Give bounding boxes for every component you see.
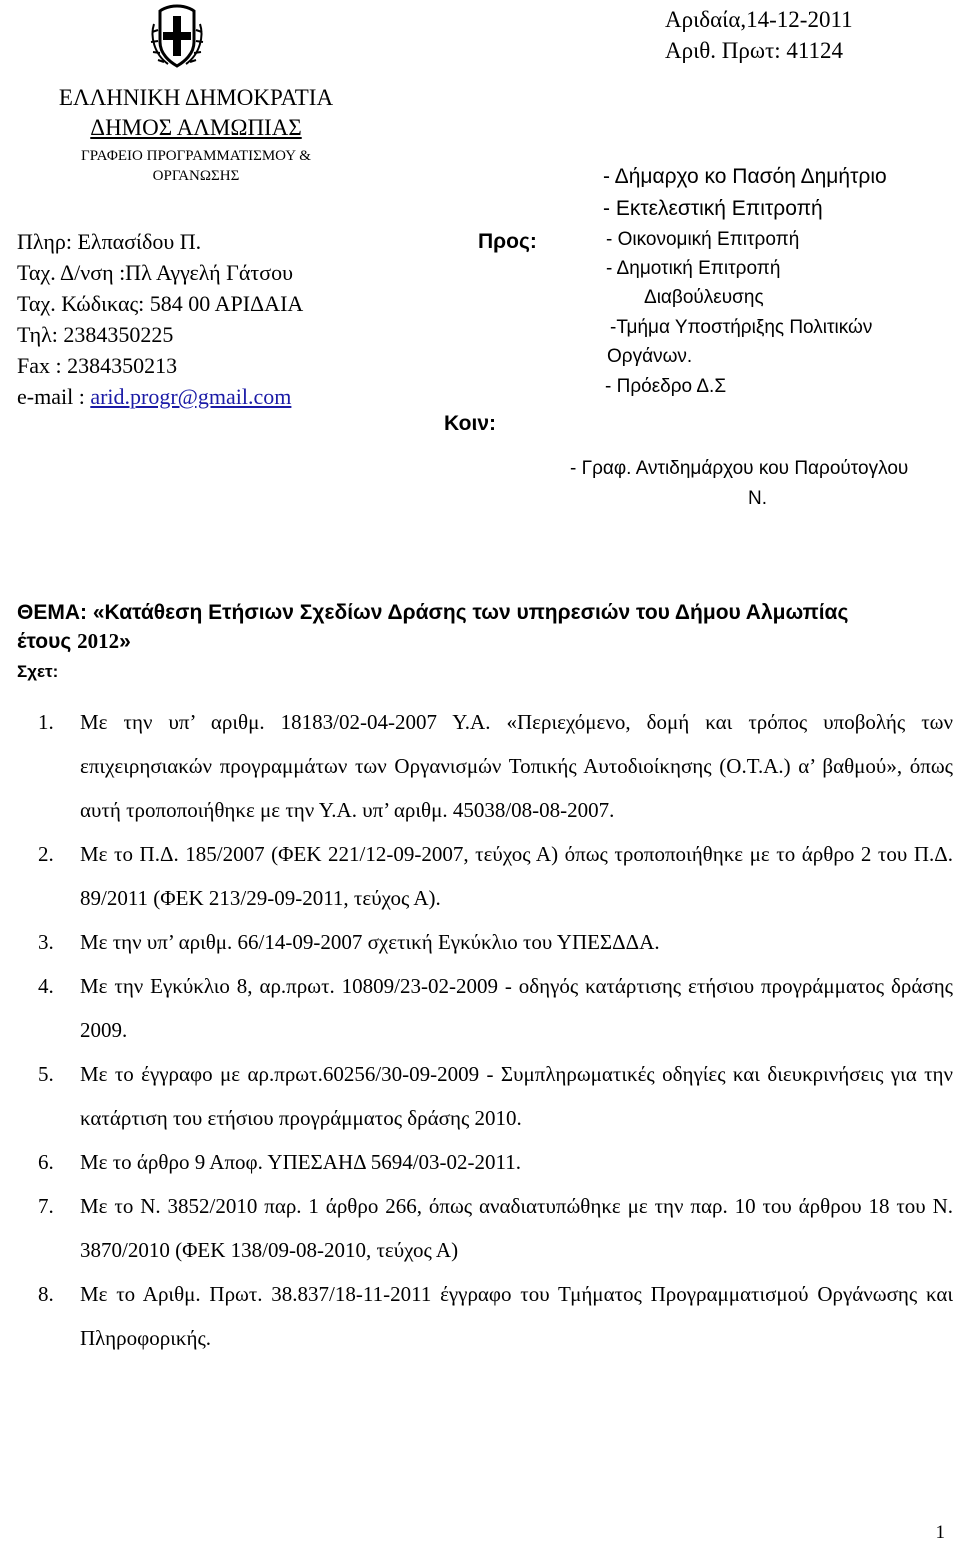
sender-phone: Τηλ: 2384350225: [17, 322, 174, 347]
reference-number: 1.: [38, 710, 54, 734]
reference-item: [38, 964, 953, 1052]
reference-text: Με την υπ’ αριθμ. 18183/02-04-2007 Υ.Α. «Περιεχόμενο, δομή και τρόπος υποβολής των επιχειρησιακών προγραμμάτων των Οργανισμών Τοπικής Αυτοδιοίκησης (Ο.Τ.Α.) α’ βαθμού», όπως αυτή τροποποιήθηκε με την Υ.Α. υπ’ αριθμ. 45038/08-08-2007.: [80, 710, 953, 822]
reference-item: [38, 1272, 953, 1360]
recipient-item: Οργάνων.: [607, 346, 693, 367]
subject-close-quote: »: [119, 630, 131, 653]
subject: [17, 598, 947, 656]
reference-number: 3.: [38, 930, 54, 954]
references-list: [38, 700, 953, 1360]
cc-recipient-item: Ν.: [748, 488, 767, 509]
sender-fax: Fax : 2384350213: [17, 353, 178, 378]
reference-item: [38, 700, 953, 832]
recipient-item: Διαβούλευσης: [644, 287, 764, 308]
recipient-item: - Οικονομική Επιτροπή: [606, 229, 800, 250]
subject-line2: [17, 627, 947, 656]
place-date: Αριδαία,14-12-2011: [665, 7, 853, 32]
email-prefix: e-mail :: [17, 384, 91, 409]
recipient-item: - Πρόεδρο Δ.Σ: [605, 376, 727, 397]
sender-postal-code: Ταχ. Κώδικας: 584 00 ΑΡΙΔΑΙΑ: [17, 291, 304, 316]
reference-number: 7.: [38, 1194, 54, 1218]
page-number: 1: [935, 1522, 945, 1543]
reference-text: Με το έγγραφο με αρ.πρωτ.60256/30-09-2009 - Συμπληρωματικές οδηγίες και διευκρινήσεις για την κατάρτιση του ετήσιου προγράμματος δράσης 2010.: [80, 1062, 953, 1130]
subject-year-prefix: έτους: [17, 630, 78, 653]
reference-text: Με το Ν. 3852/2010 παρ. 1 άρθρο 266, όπως αναδιατυπώθηκε με την παρ. 10 του άρθρου 18 του Ν. 3870/2010 (ΦΕΚ 138/09-08-2010, τεύχος Α): [80, 1194, 953, 1262]
recipient-item: - Δημοτική Επιτροπή: [606, 258, 781, 279]
reference-number: 5.: [38, 1062, 54, 1086]
recipient-item: -Τμήμα Υποστήριξης Πολιτικών: [610, 317, 873, 338]
subject-line1: ΘΕΜΑ: «Κατάθεση Ετήσιων Σχεδίων Δράσης των υπηρεσιών του Δήμου Αλμωπίας: [17, 601, 849, 624]
reference-number: 8.: [38, 1282, 54, 1306]
header-office-line2: ΟΡΓΑΝΩΣΗΣ: [152, 168, 240, 184]
reference-text: Με το άρθρο 9 Αποφ. ΥΠΕΣΑΗΔ 5694/03-02-2011.: [80, 1150, 521, 1174]
reference-item: [38, 1052, 953, 1140]
reference-text: Με την Εγκύκλιο 8, αρ.πρωτ. 10809/23-02-2009 - οδηγός κατάρτισης ετήσιου προγράμματος δράσης 2009.: [80, 974, 953, 1042]
reference-item: [38, 920, 953, 964]
subject-year: 2012: [77, 629, 120, 653]
header-office-line1: ΓΡΑΦΕΙΟ ΠΡΟΓΡΑΜΜΑΤΙΣΜΟΥ &: [81, 148, 311, 164]
reference-number: 2.: [38, 842, 54, 866]
coat-of-arms-icon: [148, 2, 206, 70]
reference-text: Με το Αριθμ. Πρωτ. 38.837/18-11-2011 έγγραφο του Τμήματος Προγραμματισμού Οργάνωσης και Πληροφορικής.: [80, 1282, 953, 1350]
recipient-item: - Εκτελεστική Επιτροπή: [603, 197, 823, 220]
cc-recipient-item: - Γραφ. Αντιδημάρχου κου Παρούτογλου: [570, 458, 909, 479]
to-label: Προς:: [478, 230, 537, 253]
email-link[interactable]: arid.progr@gmail.com: [90, 384, 292, 409]
header-country: ΕΛΛΗΝΙΚΗ ΔΗΜΟΚΡΑΤΙΑ: [58, 85, 334, 110]
header-municipality: ΔΗΜΟΣ ΑΛΜΩΠΙΑΣ: [90, 115, 302, 140]
reference-label: Σχετ:: [17, 662, 59, 681]
reference-text: Με την υπ’ αριθμ. 66/14-09-2007 σχετική Εγκύκλιο του ΥΠΕΣΔΔΑ.: [80, 930, 660, 954]
sender-email-line: [17, 381, 291, 412]
cc-label: Κοιν:: [444, 412, 497, 435]
sender-info: Πληρ: Ελπασίδου Π.: [17, 229, 202, 254]
reference-item: [38, 1140, 953, 1184]
reference-number: 4.: [38, 974, 54, 998]
reference-item: [38, 1184, 953, 1272]
reference-text: Με το Π.Δ. 185/2007 (ΦΕΚ 221/12-09-2007, τεύχος Α) όπως τροποποιήθηκε με το άρθρο 2 του Π.Δ. 89/2011 (ΦΕΚ 213/29-09-2011, τεύχος Α).: [80, 842, 953, 910]
reference-number: 6.: [38, 1150, 54, 1174]
reference-item: [38, 832, 953, 920]
recipient-item: - Δήμαρχο κο Πασόη Δημήτριο: [603, 165, 887, 188]
protocol-number: Αριθ. Πρωτ: 41124: [665, 38, 844, 63]
sender-address: Ταχ. Δ/νση :Πλ Αγγελή Γάτσου: [17, 260, 294, 285]
